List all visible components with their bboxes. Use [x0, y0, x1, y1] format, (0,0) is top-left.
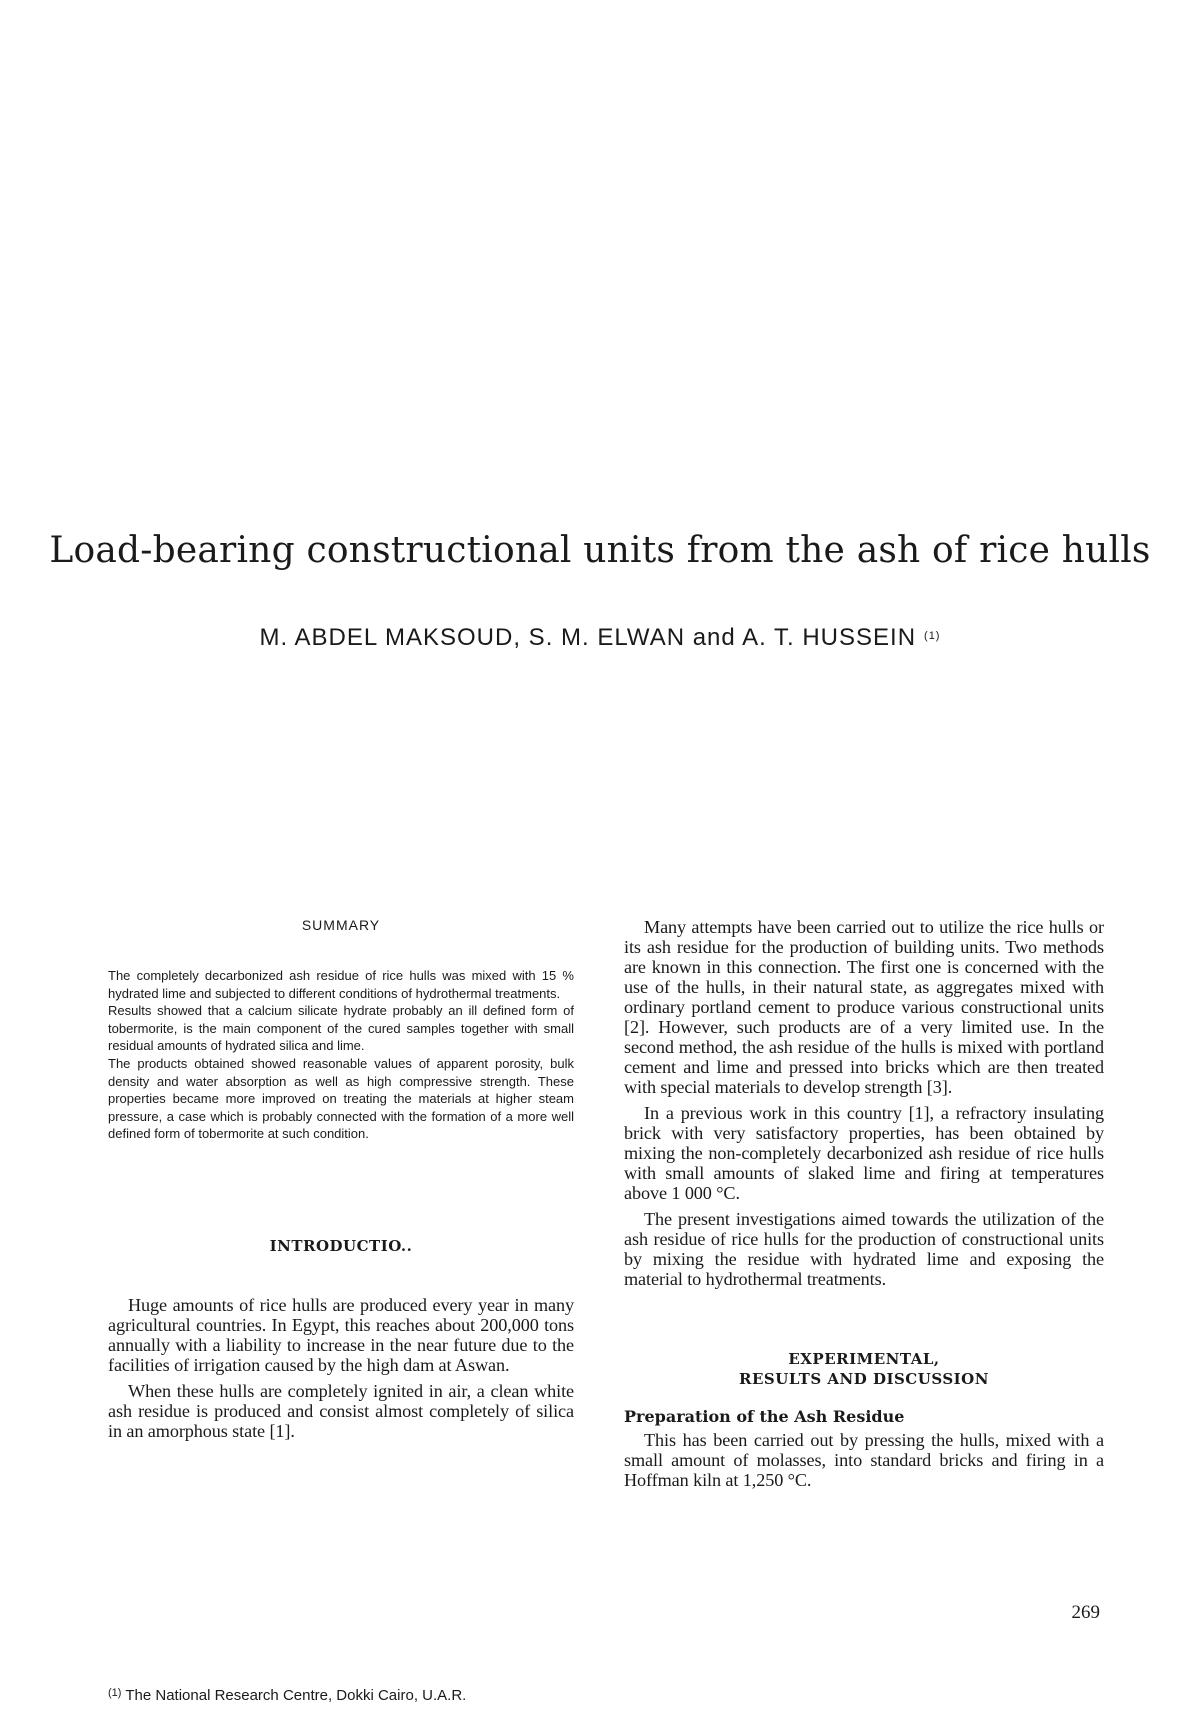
summary-section	[108, 917, 574, 1143]
body-paragraph: The present investigations aimed towards the utilization of the ash residue of rice hulls for the production of constructional units by mixing the residue with hydrated lime and exposing the material to hydrothermal treatments.	[624, 1209, 1104, 1289]
experimental-heading-line2: RESULTS AND DISCUSSION	[739, 1370, 989, 1388]
introduction-heading: INTRODUCTIO..	[269, 1236, 413, 1255]
summary-paragraph: The completely decarbonized ash residue of rice hulls was mixed with 15 % hydrated lime and subjected to different conditions of hydrothermal treatments.	[108, 968, 574, 1001]
footnote-text: The National Research Centre, Dokki Cairo, U.A.R.	[125, 1687, 467, 1704]
left-column	[108, 917, 574, 1447]
paper-title: Load-bearing constructional units from the ash of rice hulls	[49, 530, 1151, 571]
experimental-heading	[624, 1349, 1104, 1389]
summary-paragraph: The products obtained showed reasonable values of apparent porosity, bulk density and water absorption as well as high compressive strength. These properties became more improved on treating the materials at higher steam pressure, a case which is probably connected with the formation of a more well defined form of tobermorite at such condition.	[108, 1055, 574, 1142]
affiliation-footnote	[108, 1687, 574, 1704]
preparation-paragraph: This has been carried out by pressing the hulls, mixed with a small amount of molasses, into standard bricks and firing in a Hoffman kiln at 1,250 °C.	[624, 1430, 1104, 1490]
body-paragraph: In a previous work in this country [1], a refractory insulating brick with very satisfactory properties, has been obtained by mixing the non-completely decarbonized ash residue of rice hulls with small amounts of slaked lime and firing at temperatures above 1 000 °C.	[624, 1103, 1104, 1203]
summary-paragraph: Results showed that a calcium silicate hydrate probably an ill defined form of tobermorite, is the main component of the cured samples together with small residual amounts of hydrated silica and lime.	[108, 1003, 574, 1054]
introduction-section	[108, 1295, 574, 1441]
page-number: 269	[1071, 1602, 1100, 1623]
experimental-heading-line1: EXPERIMENTAL,	[788, 1350, 940, 1368]
right-column	[624, 917, 1104, 1496]
footnote-marker: (1)	[108, 1687, 122, 1699]
introduction-paragraph: When these hulls are completely ignited in air, a clean white ash residue is produced and consist almost completely of silica in an amorphous state [1].	[108, 1380, 574, 1441]
preparation-subheading: Preparation of the Ash Residue	[624, 1407, 905, 1426]
body-paragraph: Many attempts have been carried out to utilize the rice hulls or its ash residue for the production of building units. Two methods are known in this connection. The first one is concerned with the use of the hulls, in their natural state, as aggregates mixed with ordinary portland cement to produce various constructional units [2]. However, such products are of a very limited use. In the second method, the ash residue of the hulls is mixed with portland cement and lime and pressed into bricks which are then treated with special materials to develop strength [3].	[624, 917, 1104, 1097]
introduction-paragraph: Huge amounts of rice hulls are produced every year in many agricultural countries. In Egypt, this reaches about 200,000 tons annually with a liability to increase in the near future due to the facilities of irrigation caused by the high dam at Aswan.	[108, 1294, 574, 1375]
introduction-continued	[624, 917, 1104, 1289]
author-names: M. ABDEL MAKSOUD, S. M. ELWAN and A. T. HUSSEIN	[259, 624, 917, 651]
author-footnote-marker: (1)	[924, 630, 941, 642]
preparation-section	[624, 1430, 1104, 1490]
summary-heading: SUMMARY	[301, 917, 381, 933]
author-list	[0, 624, 1200, 652]
